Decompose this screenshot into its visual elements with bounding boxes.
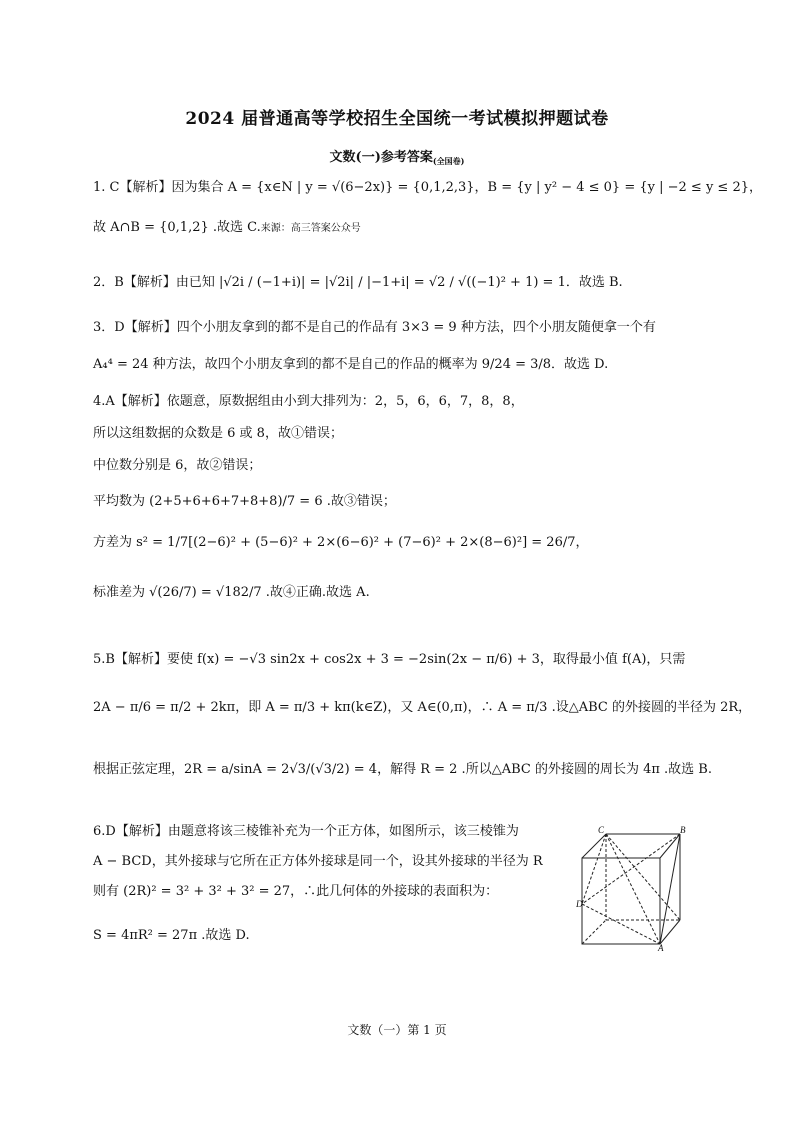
answer-line: 方差为 s² = 1/7[(2−6)² + (5−6)² + 2×(6−6)² + (7−6)² + 2×(8−6)²] = 26/7， xyxy=(93,535,589,550)
answer-line: 2A − π/6 = π/2 + 2kπ，即 A = π/3 + kπ(k∈Z)，又 A∈(0,π)，∴ A = π/3 .设△ABC 的外接圆的半径为 2R， xyxy=(93,700,752,715)
label-d: D xyxy=(576,899,583,909)
answer-line xyxy=(93,218,361,239)
answer-line: 3．D【解析】四个小朋友拿到的都不是自己的作品有 3×3 = 9 种方法，四个小朋友随便拿一个有 xyxy=(93,320,656,335)
answer-line: 4.A【解析】依题意，原数据组由小到大排列为：2，5，6，6，7，8，8， xyxy=(93,394,524,409)
answer-text: 故 A∩B = {0,1,2} .故选 C. xyxy=(93,220,261,235)
subtitle-text: 文数(一)参考答案 xyxy=(329,150,433,165)
answer-line: 标准差为 √(26/7) = √182/7 .故④正确.故选 A. xyxy=(93,585,370,600)
answer-line: 则有 (2R)² = 3² + 3² + 3² = 27，∴此几何体的外接球的表面积为： xyxy=(93,884,499,899)
tetra-edge xyxy=(606,834,660,944)
source-note: 来源：高三答案公众号 xyxy=(260,223,361,234)
subtitle-tag: (全国卷) xyxy=(432,156,465,166)
cube-hidden-edge xyxy=(582,920,606,944)
answer-line: A₄⁴ = 24 种方法，故四个小朋友拿到的都不是自己的作品的概率为 9/24 = 3/8．故选 D. xyxy=(93,357,609,372)
answer-line: 平均数为 (2+5+6+6+7+8+8)/7 = 6 .故③错误； xyxy=(93,494,396,509)
page-footer: 文数（一）第 1 页 xyxy=(347,1023,447,1037)
label-a: A xyxy=(658,943,664,951)
tetra-edge xyxy=(582,834,680,904)
cube-edge xyxy=(660,920,680,944)
cube-front-face xyxy=(582,858,660,944)
answer-line: 中位数分别是 6，故②错误； xyxy=(93,458,262,473)
label-b: B xyxy=(680,826,686,835)
tetra-edge xyxy=(660,834,680,944)
tetra-edge xyxy=(582,834,606,904)
cube-figure xyxy=(576,826,686,951)
answer-line: 6.D【解析】由题意将该三棱锥补充为一个正方体，如图所示，该三棱锥为 xyxy=(93,824,519,839)
tetra-edge xyxy=(582,904,660,944)
answer-line: 5.B【解析】要使 f(x) = −√3 sin2x + cos2x + 3 = −2sin(2x − π/6) + 3，取得最小值 f(A)，只需 xyxy=(93,652,686,667)
answer-line: 所以这组数据的众数是 6 或 8，故①错误； xyxy=(93,426,343,441)
label-c: C xyxy=(598,826,605,835)
answer-line: S = 4πR² = 27π .故选 D. xyxy=(93,928,250,943)
page-title: 2024 届普通高等学校招生全国统一考试模拟押题试卷 xyxy=(185,109,609,129)
page-subtitle xyxy=(0,146,794,167)
answer-line: A − BCD，其外接球与它所在正方体外接球是同一个，设其外接球的半径为 R xyxy=(93,854,543,869)
answer-line: 根据正弦定理，2R = a/sinA = 2√3/(√3/2) = 4，解得 R = 2 .所以△ABC 的外接圆的周长为 4π .故选 B. xyxy=(93,762,712,777)
answer-line: 1. C【解析】因为集合 A = {x∈N | y = √(6−2x)} = {0,1,2,3}，B = {y | y² − 4 ≤ 0} = {y | −2 ≤ y ≤ 2}， xyxy=(93,180,762,195)
answer-line: 2．B【解析】由已知 |√2i / (−1+i)| = |√2i| / |−1+i| = √2 / √((−1)² + 1) = 1．故选 B. xyxy=(93,275,623,290)
